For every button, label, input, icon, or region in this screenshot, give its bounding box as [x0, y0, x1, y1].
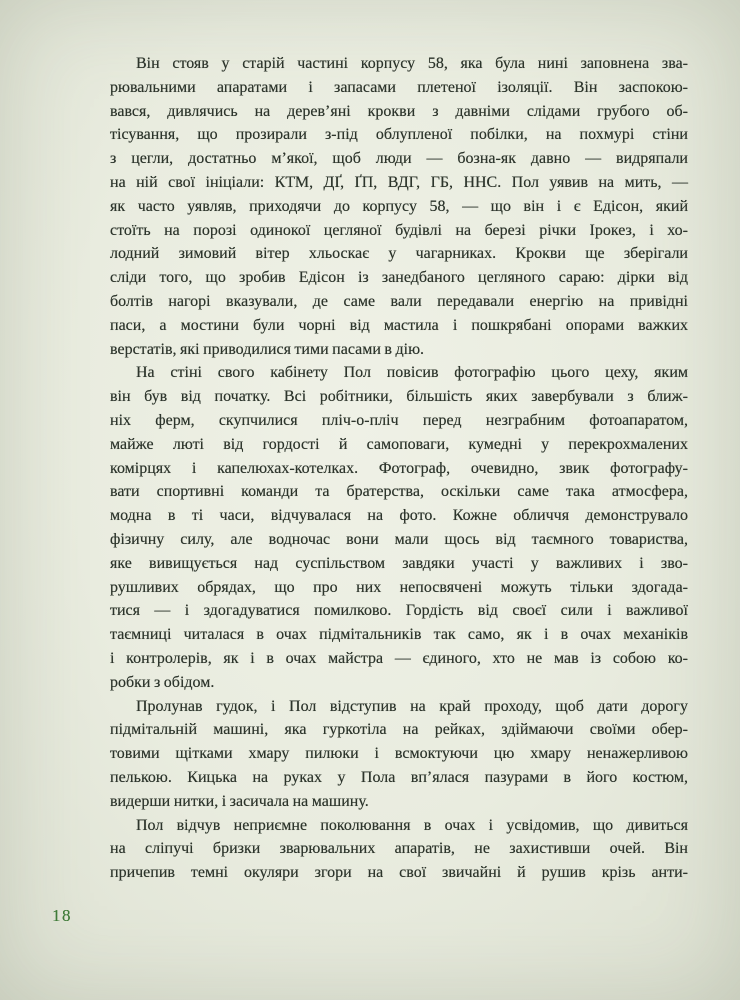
text-line: фізичну силу, але водночас вони мали щось від таємного товариства, [110, 530, 688, 548]
text-line: і контролерів, як і в очах майстра — єдиного, хто не мав із собою ко- [110, 649, 688, 667]
text-line: тися — і здогадуватися помилково. Гордість від своєї сили і важливої [110, 602, 688, 620]
text-line: рушливих обрядах, що про них непосвячені можуть тільки здогада- [110, 578, 688, 596]
text-line: комірцях і капелюхах-котелках. Фотограф, очевидно, звик фотографу- [110, 459, 688, 477]
text-line: підмітальній машині, яка гуркотіла на рейках, здіймаючи своїми обер- [110, 721, 688, 739]
text-line: тісування, що прозирали з-під облупленої побілки, на похмурі стіни [110, 126, 688, 144]
text-line: на сліпучі бризки зварювальних апаратів, не захистивши очей. Він [110, 840, 688, 858]
text-line: видерши нитки, і засичала на машину. [110, 792, 369, 810]
text-line: ніх ферм, скупчилися пліч-о-пліч перед незграбним фотоапаратом, [110, 411, 688, 429]
text-line: причепив темні окуляри згори на свої звичайні й рушив крізь анти- [110, 864, 688, 882]
text-line: вався, дивлячись на дерев’яні крокви з давніми слідами грубого об- [110, 102, 688, 120]
text-line: Пролунав гудок, і Пол відступив на край проходу, щоб дати дорогу [136, 697, 688, 715]
text-block [110, 52, 688, 885]
text-line: рювальними апаратами і запасами плетеної ізоляції. Він заспокою- [110, 78, 688, 96]
text-line: товими щітками хмару пилюки і всмоктуючи цю хмару ненажерливою [110, 745, 688, 763]
text-line: верстатів, які приводилися тими пасами в дію. [110, 340, 425, 358]
text-line: робки з обідом. [110, 673, 215, 691]
text-line: Він стояв у старій частині корпусу 58, яка була нині заповнена зва- [136, 55, 688, 72]
text-line: модна в ті часи, відчувалася на фото. Кожне обличчя демонструвало [110, 507, 688, 525]
text-line: на ній свої ініціали: КТМ, ДҐ, ҐП, ВДГ, ГБ, ННС. Пол уявив на мить, — [110, 173, 688, 191]
text-line: болтів нагорі вказували, де саме вали передавали енергію на привідні [110, 292, 688, 310]
text-line: як часто уявляв, приходячи до корпусу 58, — що він і є Едісон, який [110, 197, 688, 215]
page-number: 18 [52, 906, 72, 925]
text-line: стоїть на порозі одинокої цегляної будівлі на березі річки Ірокез, і хо- [110, 221, 688, 239]
text-line: сліди того, що зробив Едісон із занедбаного цегляного сараю: дірки від [110, 269, 688, 287]
text-line: лодний зимовий вітер хльоскає у чагарниках. Крокви ще зберігали [110, 245, 688, 263]
text-line: він був від початку. Всі робітники, більшість яких завербували з ближ- [110, 388, 688, 406]
text-line: яке вивищується над суспільством завдяки участі у важливих і зво- [110, 554, 688, 572]
text-line: майже люті від гордості й самоповаги, кумедні у перекрохмалених [110, 435, 688, 453]
text-line: вати спортивні команди та братерства, оскільки саме така атмосфера, [110, 483, 688, 501]
text-line: Пол відчув неприємне поколювання в очах і усвідомив, що дивиться [136, 816, 688, 834]
text-line: паси, а мостини були чорні від мастила і пошкрябані опорами важких [110, 316, 688, 334]
text-line: з цегли, достатньо м’якої, щоб люди — бозна-як давно — видряпали [110, 150, 688, 168]
text-line: таємниці читалася в очах підмітальників так само, як і в очах механіків [110, 626, 688, 644]
text-line: пелькою. Кицька на руках у Пола вп’ялася пазурами в його костюм, [110, 768, 688, 786]
text-line: На стіні свого кабінету Пол повісив фотографію цього цеху, яким [136, 364, 688, 382]
